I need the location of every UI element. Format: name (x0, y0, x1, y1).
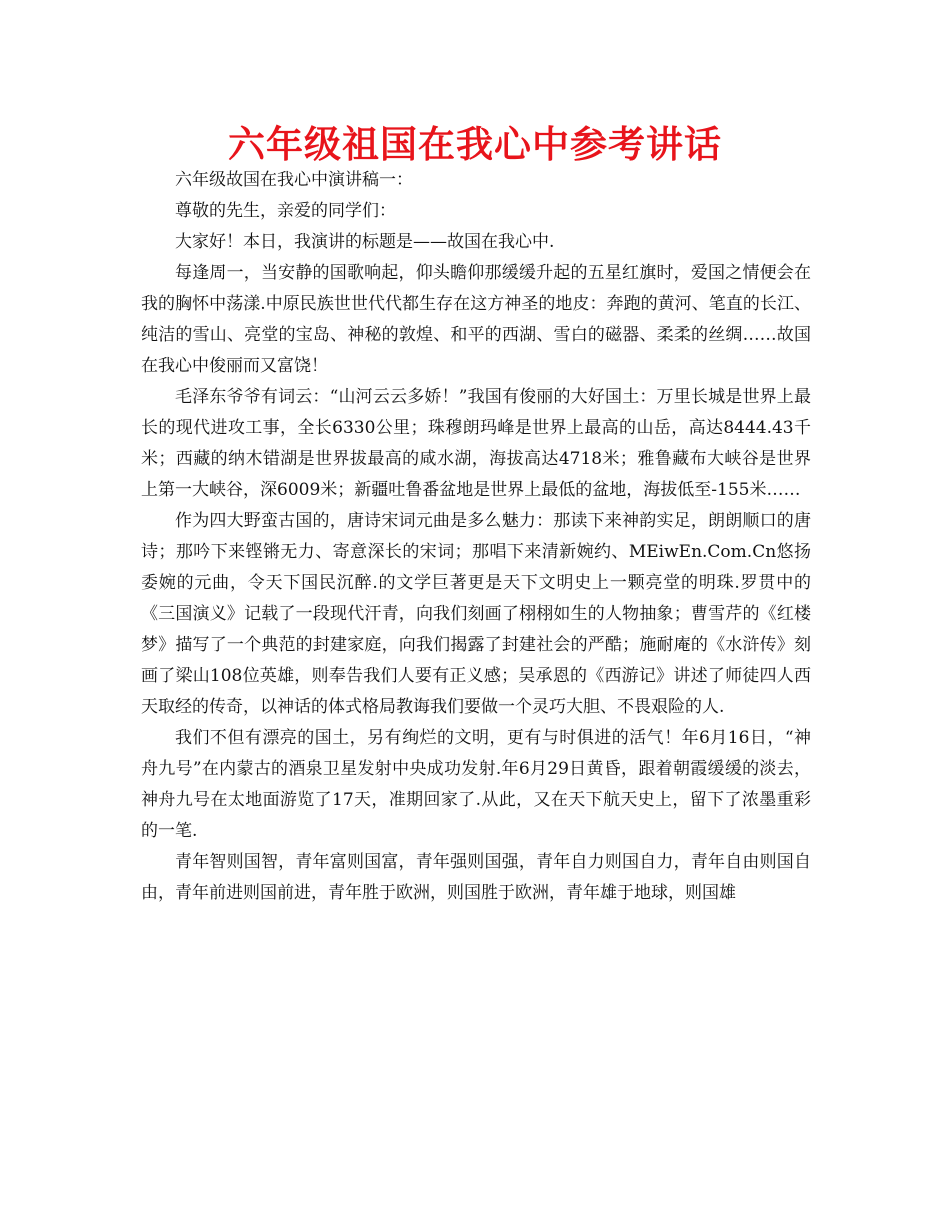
document-body (141, 165, 811, 909)
paragraph-body-1: 每逢周一，当安静的国歌响起，仰头瞻仰那缓缓升起的五星红旗时，爱国之情便会在我的胸怀中荡漾.中原民族世世代代都生存在这方神圣的地皮：奔跑的黄河、笔直的长江、纯洁的雪山、亮堂的宝岛、神秘的敦煌、和平的西湖、雪白的磁器、柔柔的丝绸……故国在我心中俊丽而又富饶！ (141, 263, 811, 376)
paragraph-salutation-heading: 六年级故国在我心中演讲稿一： (175, 170, 413, 190)
paragraph-body-4: 我们不但有漂亮的国土，另有绚烂的文明，更有与时俱进的活气！年6月16日，“神舟九号”在内蒙古的酒泉卫星发射中央成功发射.年6月29日黄昏，跟着朝霞缓缓的淡去，神舟九号在太地面游览了17天，准期回家了.从此，又在天下航天史上，留下了浓墨重彩的一笔. (141, 728, 811, 841)
paragraph-body-3: 作为四大野蛮古国的，唐诗宋词元曲是多么魅力：那读下来神韵实足，朗朗顺口的唐诗；那吟下来铿锵无力、寄意深长的宋词；那唱下来清新婉约、MEiwEn.Com.Cn悠扬委婉的元曲，令天下国民沉醉.的文学巨著更是天下文明史上一颗亮堂的明珠.罗贯中的《三国演义》记载了一段现代汗青，向我们刻画了栩栩如生的人物抽象；曹雪芹的《红楼梦》描写了一个典范的封建家庭，向我们揭露了封建社会的严酷；施耐庵的《水浒传》刻画了梁山108位英雄，则奉告我们人要有正义感；吴承恩的《西游记》讲述了师徒四人西天取经的传奇，以神话的体式格局教诲我们要做一个灵巧大胆、不畏艰险的人. (141, 511, 811, 717)
paragraph-intro: 大家好！本日，我演讲的标题是——故国在我心中. (175, 232, 555, 252)
paragraph-greeting: 尊敬的先生，亲爱的同学们： (175, 201, 396, 221)
document-title: 六年级祖国在我心中参考讲话 (228, 122, 722, 166)
paragraph-body-2: 毛泽东爷爷有词云：“山河云云多娇！”我国有俊丽的大好国土：万里长城是世界上最长的现代进攻工事，全长6330公里；珠穆朗玛峰是世界上最高的山岳，高达8444.43千米；西藏的纳木错湖是世界拔最高的咸水湖，海拔高达4718米；雅鲁藏布大峡谷是世界上第一大峡谷，深6009米；新疆吐鲁番盆地是世界上最低的盆地，海拔低至-155米…… (141, 387, 811, 500)
paragraph-body-5: 青年智则国智，青年富则国富，青年强则国强，青年自力则国自力，青年自由则国自由，青年前进则国前进，青年胜于欧洲，则国胜于欧洲，青年雄于地球，则国雄 (141, 852, 811, 903)
